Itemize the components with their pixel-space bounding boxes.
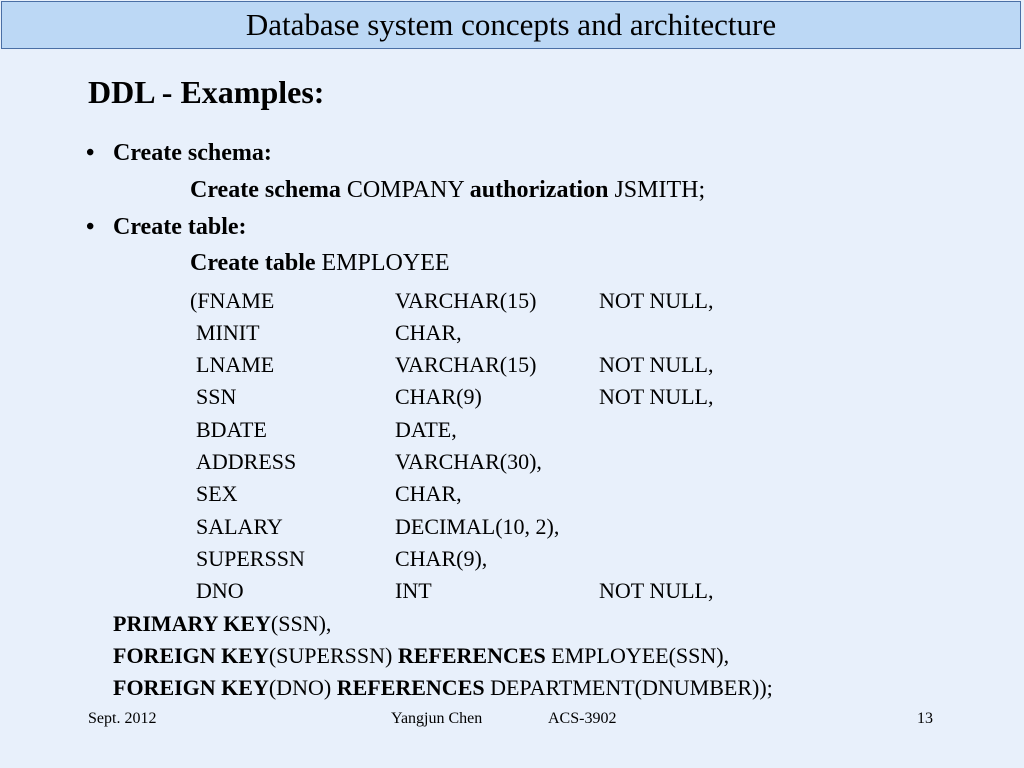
column-name: (FNAME [190,288,275,313]
schema-statement [190,177,705,204]
bullet-dot: • [86,214,95,240]
column-type: VARCHAR(15) [395,352,537,377]
column-constraint: NOT NULL, [599,352,714,377]
slide-title: Database system concepts and architecture [245,7,777,42]
footer-date: Sept. 2012 [88,710,157,727]
bullet-label: Create table: [113,214,247,240]
bullet-create-table [86,214,247,241]
bullet-create-schema [86,140,272,167]
bullet-dot: • [86,140,95,166]
schema-user: JSMITH; [608,177,706,203]
foreign-key-clause [113,675,773,701]
slide-title-bar [1,1,1021,49]
column-name: SSN [196,384,237,409]
keyword: REFERENCES [336,675,485,700]
column-constraint: NOT NULL, [599,384,714,409]
keyword: authorization [469,177,609,203]
table-statement [190,250,450,277]
schema-name: COMPANY [340,177,470,203]
keyword: Create schema [190,177,341,203]
column-name: SUPERSSN [196,546,305,571]
column-name: SALARY [196,514,283,539]
keyword: FOREIGN KEY [113,643,269,668]
footer-author: Yangjun Chen [391,710,483,727]
foreign-key-clause [113,643,729,669]
footer-page-number: 13 [917,710,933,727]
column-name: LNAME [196,352,275,377]
foreign-key-ref: EMPLOYEE(SSN), [545,643,730,668]
column-name: DNO [196,578,244,603]
column-name: ADDRESS [196,449,297,474]
column-type: CHAR(9), [395,546,488,571]
keyword: Create table [190,250,316,276]
column-name: MINIT [196,320,260,345]
foreign-key-cols: (SUPERSSN) [268,643,398,668]
keyword: PRIMARY KEY [113,611,271,636]
slide-heading: DDL - Examples: [88,74,325,110]
primary-key-clause [113,611,331,637]
foreign-key-cols: (DNO) [268,675,337,700]
table-name: EMPLOYEE [315,250,450,276]
primary-key-cols: (SSN), [270,611,332,636]
column-type: INT [395,578,432,603]
column-type: DECIMAL(10, 2), [395,514,560,539]
column-type: CHAR, [395,481,462,506]
foreign-key-ref: DEPARTMENT(DNUMBER)); [484,675,773,700]
column-type: CHAR, [395,320,462,345]
column-type: VARCHAR(15) [395,288,537,313]
keyword: REFERENCES [397,643,546,668]
column-name: BDATE [196,417,267,442]
footer-course: ACS-3902 [548,710,617,727]
column-type: VARCHAR(30), [395,449,542,474]
column-constraint: NOT NULL, [599,288,714,313]
column-name: SEX [196,481,238,506]
column-constraint: NOT NULL, [599,578,714,603]
column-type: DATE, [395,417,457,442]
keyword: FOREIGN KEY [113,675,269,700]
bullet-label: Create schema: [113,140,272,166]
column-type: CHAR(9) [395,384,482,409]
